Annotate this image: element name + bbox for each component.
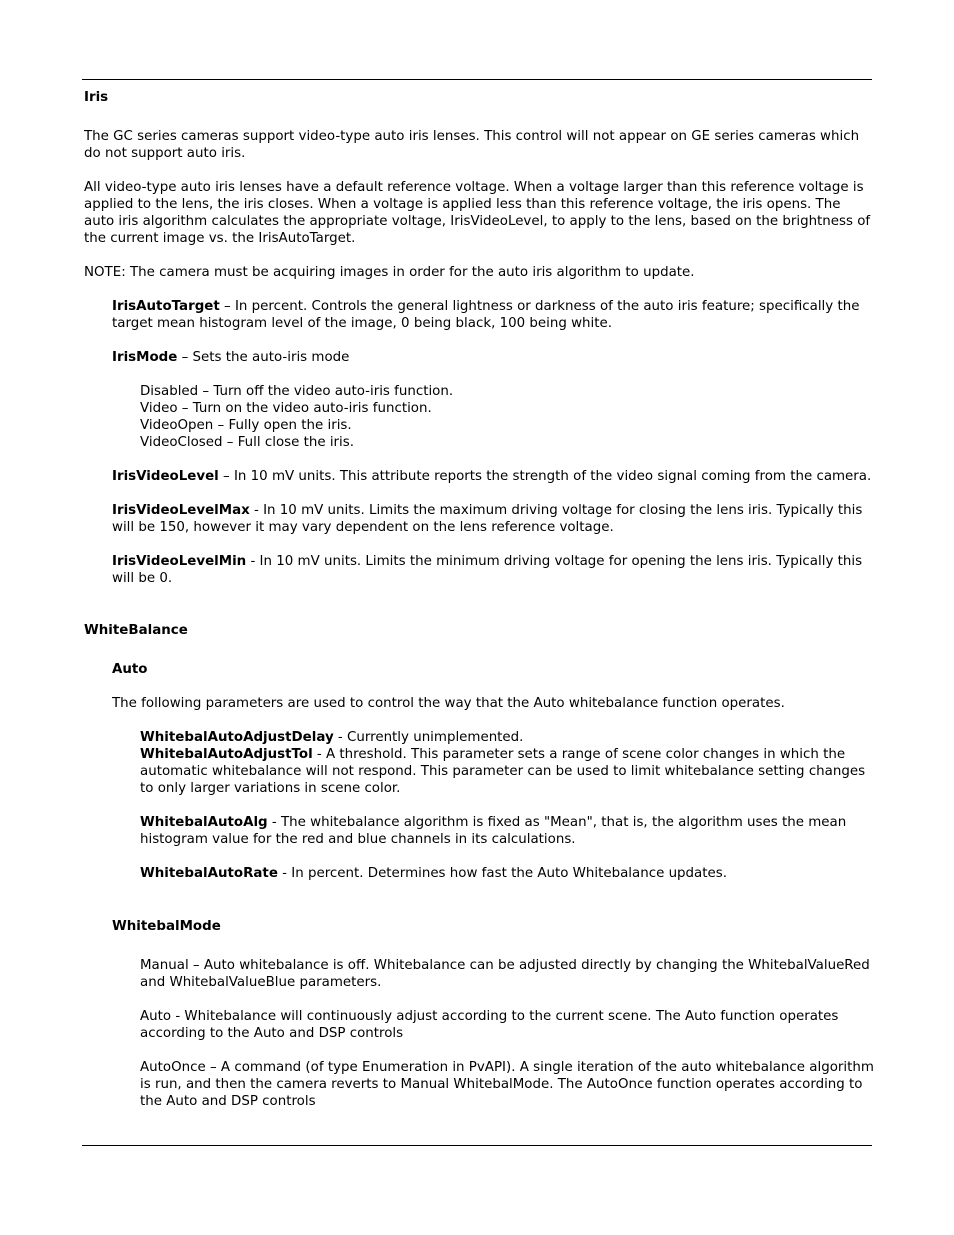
document-body [84,89,874,1110]
iris-mode-option: VideoClosed – Full close the iris. [140,435,355,450]
iris-video-level-desc: – In 10 mV units. This attribute reports the strength of the video signal coming from the camera. [218,469,872,484]
whitebal-auto-rate-desc: - In percent. Determines how fast the Auto Whitebalance updates. [277,866,727,881]
whitebal-mode-manual: Manual – Auto whitebalance is off. Whitebalance can be adjusted directly by changing the WhitebalValueRed and WhitebalValueBlue parameters. [140,958,870,990]
iris-mode-option: Disabled – Turn off the video auto-iris function. [140,384,454,399]
whitebal-auto-rate [140,865,874,882]
iris-video-level-max-desc: - In 10 mV units. Limits the maximum driving voltage for closing the lens iris. Typically this will be 150, however it may vary dependent on the lens reference voltage. [112,503,863,535]
iris-intro: The GC series cameras support video-type auto iris lenses. This control will not appear on GE series cameras which do not support auto iris. [84,129,860,161]
whitebal-auto-adjust-delay-desc: - Currently unimplemented. [333,730,524,745]
whitebalance-auto-heading: Auto [112,662,148,677]
whitebal-auto-adjust-delay [140,729,874,746]
footer-rule [82,1145,872,1146]
iris-mode [112,349,874,366]
iris-video-level-min-term: IrisVideoLevelMin [112,554,247,569]
whitebal-mode-options [140,957,874,1110]
iris-video-level-max-term: IrisVideoLevelMax [112,503,250,518]
whitebal-auto-alg-desc: - The whitebalance algorithm is fixed as "Mean", that is, the algorithm uses the mean histogram value for the red and blue channels in its calculations. [140,815,847,847]
iris-voltage-paragraph: All video-type auto iris lenses have a default reference voltage. When a voltage larger than this reference voltage is applied to the lens, the iris closes. When a voltage is applied less than this reference voltage, the iris opens. The auto iris algorithm calculates the appropriate voltage, IrisVideoLevel, to apply to the lens, based on the brightness of the current image vs. the IrisAutoTarget. [84,180,871,246]
iris-heading: Iris [84,90,109,105]
whitebalance-heading: WhiteBalance [84,623,188,638]
iris-auto-target-term: IrisAutoTarget [112,299,220,314]
whitebal-mode-heading: WhitebalMode [112,919,221,934]
whitebal-auto-adjust-tol-desc: - A threshold. This parameter sets a range of scene color changes in which the automatic whitebalance will not respond. This parameter can be used to limit whitebalance setting changes to only larger variations in scene color. [140,747,866,796]
iris-mode-desc: – Sets the auto-iris mode [177,350,350,365]
iris-mode-term: IrisMode [112,350,178,365]
iris-video-level-max [112,502,874,536]
whitebal-auto-adjust-tol-term: WhitebalAutoAdjustTol [140,747,313,762]
whitebal-mode-autoonce: AutoOnce – A command (of type Enumeration in PvAPI). A single iteration of the auto whitebalance algorithm is run, and then the camera reverts to Manual WhitebalMode. The AutoOnce function operates according to the Auto and DSP controls [140,1060,874,1109]
whitebalance-auto-params [140,729,874,882]
whitebal-auto-adjust-tol [140,746,874,797]
iris-video-level [112,468,874,485]
whitebal-auto-adjust-delay-term: WhitebalAutoAdjustDelay [140,730,334,745]
iris-auto-target-desc: – In percent. Controls the general lightness or darkness of the auto iris feature; specifically the target mean histogram level of the image, 0 being black, 100 being white. [112,299,860,331]
header-rule [82,79,872,80]
iris-mode-options [140,383,874,451]
iris-mode-option: VideoOpen – Fully open the iris. [140,418,352,433]
iris-video-level-term: IrisVideoLevel [112,469,219,484]
iris-video-level-min-desc: - In 10 mV units. Limits the minimum driving voltage for opening the lens iris. Typically this will be 0. [112,554,863,586]
whitebal-auto-rate-term: WhitebalAutoRate [140,866,278,881]
iris-note: NOTE: The camera must be acquiring images in order for the auto iris algorithm to update. [84,265,695,280]
iris-auto-target [112,298,874,332]
whitebal-mode-auto: Auto - Whitebalance will continuously adjust according to the current scene. The Auto function operates according to the Auto and DSP controls [140,1009,839,1041]
iris-mode-option: Video – Turn on the video auto-iris function. [140,401,432,416]
whitebal-auto-alg-term: WhitebalAutoAlg [140,815,268,830]
whitebal-auto-alg [140,814,874,848]
whitebalance-auto-intro: The following parameters are used to control the way that the Auto whitebalance function operates. [112,696,785,711]
iris-video-level-min [112,553,874,587]
